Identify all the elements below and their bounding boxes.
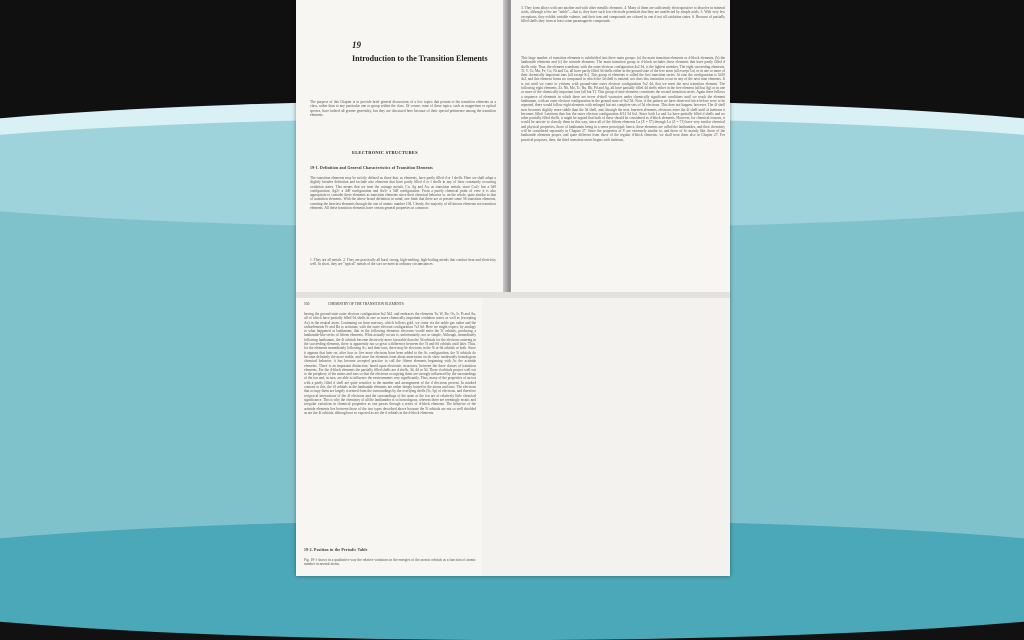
chapter-intro: The purpose of this Chapter is to provide brief general discussions of a few topics that pertain to the transition elements as a class, rather than to any particular one or group within the class. Of course, none of these topics, such as magnetism or optical spectra, have indeed all greater generality, but they are discussed here because of their special pertinence among the transition elements. (310, 100, 496, 117)
periodic-table-heading: 19-2. Position in the Periodic Table (304, 548, 368, 552)
chapter-number: 19 (352, 40, 361, 50)
periodic-table-text: Fig. 19-1 shows in a qualitative way the relative variations in the energies of the atomic orbitals as a function of atomic number in neutral atoms. (304, 558, 476, 567)
section-body: The transition elements may be strictly defined as those that, as elements, have partly filled d or f shells. Here we shall adopt a slightly broader definition and include also elements that have partly filled d or f shells in any of their commonly occurring oxidation states. This means that we treat the coinage metals, Cu, Ag and Au, as transition metals, since Cu2+ has a 3d9 configuration, Ag2+ a 4d9 configuration and Au3+ a 5d8 configuration. From a purely chemical point of view it is also appropriate to consider these elements as transition elements since their chemical behavior is, on the whole, quite similar to that of transition elements. With the above broad definition in mind, one finds that there are at present some 56 transition elements, counting the heaviest elements through the one of atomic number 104. Clearly, the majority of all known elements are transition elements. All these transition elements have certain general properties in common: (310, 176, 496, 211)
page-right-body: This large number of transition elements is subdivided into three main groups: (a) the main transition elements or d-block elements, (b) the lanthanide elements and (c) the actinide elements. The main transition group or d-block includes those elements that have partly filled d shells only. Thus, the element scandium, with the outer electron configuration 4s2 3d, is the lightest member. The eight succeeding elements, Ti, V, Cr, Mn, Fe, Co, Ni and Cu, all have partly filled 3d shells either in the ground state of the free atom (all except Cu) or in one or more of their chemically important ions (all except Sc). This group of elements is called the first transition series. At zinc the configuration is 3d10 4s2, and this element forms no compound in which the 3d shell is ionized, nor does this ionization occur in any of the next nine elements. It is not until we come to yttrium, with ground-state outer electron configuration 5s2 4d, that we meet the next transition element. The following eight elements, Zr, Nb, Mo, Tc, Ru, Rh, Pd and Ag, all have partially filled 4d shells either in the free element (all but Ag) or in one or more of the chemically important ions (all but Y). This group of nine elements constitutes the second transition series. Again there follows a sequence of elements in which there are never d-shell vacancies under chemically significant conditions until we reach the element lanthanum, with an outer electron configuration in the ground state of 6s2 5d. Now, if the pattern we have observed twice before were to be repeated, there would follow eight elements with enlarged but not complete sets of 5d electrons. This does not happen, however. The 4f shell now becomes slightly more stable than the 5d shell, and, through the next fourteen elements, electrons enter the 4f shell until at lutetium it becomes filled. Lutetium thus has the outer electron configuration 4f14 5d 6s2. Since both La and Lu have partially filled d shells and no other partially filled shells, it might be argued that both of these should be considered as d-block elements. However, for chemical reasons, it would be unwise to classify them in this way, since all of the fifteen elements La (Z = 57) through Lu (Z = 71) have very similar chemical and physical properties, those of lanthanum being in a sense prototypal; hence, these elements are called the lanthanides, and their chemistry will be considered separately in Chapter 27. Since the properties of Y are extremely similar to, and those of Sc mainly like, those of the lanthanide elements proper, and quite different from those of the regular d-block elements, we shall treat them also in Chapter 27. For practical purposes, then, the third transition series begins with hafnium, (521, 56, 725, 142)
page-left-bottom (296, 298, 482, 576)
running-head: CHEMISTRY OF THE TRANSITION ELEMENTS (328, 302, 404, 306)
scanned-book-pages (296, 0, 730, 576)
properties-list: 1. They are all metals. 2. They are practically all hard, strong, high-melting, high-boiling metals that conduct heat and electricity well. In short, they are "typical" metals of the sort we meet in ordinary circumstances. (310, 258, 496, 267)
chapter-title: Introduction to the Transition Elements (352, 54, 488, 63)
page-left-top (296, 0, 508, 292)
page-number: 530 (304, 302, 310, 306)
page-bottom-body: having the ground-state outer electron configuration 6s2 5d2, and embraces the elements Ta, W, Re, Os, Ir, Pt and Au, all of which have partially filled 5d shells in one or more chemically important oxidation states as well as (excepting Au) in the neutral atom. Continuing on from mercury, which follows gold, we come via the noble gas radon and the radioelements Fr and Ra to actinium, with the outer electron configuration 7s2 6d. Here we might expect, by analogy to what happened at lanthanum, that in the following elements electrons would enter the 5f orbitals, producing a lanthanide-like series of fifteen elements. What actually occurs is, unfortunately, not so simple. Although, immediately following lanthanum, the 4f orbitals become decisively more favorable than the 5d orbitals for the electrons entering in the succeeding elements, there is apparently not so great a difference between the 5f and 6d orbitals until later. Thus, for the elements immediately following Ac, and their ions, there may be electrons in the 5f or 6d orbitals or both. Since it appears that later on, after four or five more electrons have been added to the Ac configuration, the 5f orbitals do become definitely the more stable, and since the elements from about americium on do show moderately homologous chemical behavior, it has become accepted practice to call the fifteen elements beginning with Ac the actinide elements. There is an important distinction, based upon electronic structures, between the three classes of transition elements. For the d-block elements the partially filled shells are d shells, 3d, 4d or 5d. These d orbitals project well out to the periphery of the atoms and ions so that the electrons occupying them are strongly influenced by the surroundings of the ion and, in turn, are able to influence the environments very significantly. Thus, many of the properties of an ion with a partly filled d shell are quite sensitive to the number and arrangement of the d electrons present. In marked contrast to this, the 4f orbitals in the lanthanide elements are rather deeply buried in the atoms and ions. The electrons that occupy them are largely screened from the surroundings by the overlying shells (5s, 5p) of electrons, and therefore reciprocal interactions of the 4f electrons and the surroundings of the atom or the ion are of relatively little chemical significance. This is why the chemistry of all the lanthanides is so homologous, whereas there are seemingly erratic and irregular variations in chemical properties as one passes through a series of d-block elements. The behavior of the actinide elements lies between those of the two types described above because the 5f orbitals are not so well shielded as are the 4f orbitals, although not so exposed as are the d orbitals in the d-block elements. (304, 312, 476, 415)
page-right-top (510, 0, 730, 292)
subsection-heading: 19-1. Definition and General Characteristics of Transition Elements (310, 166, 433, 170)
properties-list-continued: 3. They form alloys with one another and with other metallic elements. 4. Many of them are sufficiently electropositive to dissolve in mineral acids, although a few are "noble"—that is, they have such low electrode potentials that they are unaffected by simple acids. 5. With very few exceptions, they exhibit variable valence, and their ions and compounds are colored in one if not all oxidation states. 6. Because of partially filled shells they form at least some paramagnetic compounds. (521, 6, 725, 23)
section-heading: ELECTRONIC STRUCTURES (352, 150, 418, 155)
